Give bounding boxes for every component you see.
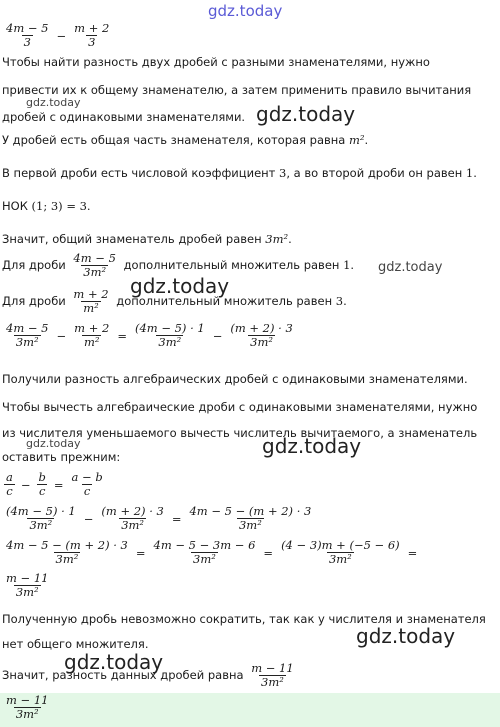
text-line: из числителя уменьшаемого вычесть числитель вычитаемого, а знаменатель: [2, 426, 478, 440]
header-expression: $\frac{4m - 5}{3}$ − $\frac{m + 2}{3}$: [6, 21, 110, 49]
text-line: У дробей есть общая часть знаменателя, которая равна m².: [2, 133, 369, 147]
text-line: Для дроби $\frac{4m - 5}{\text{3m²}}$ дополнительный множитель равен 1.: [2, 251, 355, 279]
watermark: gdz.today: [256, 102, 356, 126]
watermark: gdz.today: [26, 437, 81, 450]
text-line: Чтобы найти разность двух дробей с разными знаменателями, нужно: [2, 55, 430, 69]
text-line: Чтобы вычесть алгебраические дроби с одинаковыми знаменателями, нужно: [2, 400, 478, 414]
text-line: Для дроби $\frac{m + 2}{\text{m²}}$ дополнительный множитель равен 3.: [2, 287, 347, 315]
text-line: привести их к общему знаменателю, а затем применить правило вычитания: [2, 83, 472, 97]
watermark: gdz.today: [262, 434, 362, 458]
watermark: gdz.today: [64, 650, 164, 674]
text-line: В первой дроби есть числовой коэффициент 3, а во второй дроби он равен 1.: [2, 166, 477, 180]
watermark: gdz.today: [378, 260, 443, 275]
answer-box: [0, 693, 500, 727]
equation-step-2: $\frac{4m - 5 - (m + 2) \cdot 3}{\text{3m²}}$ = $\frac{4m - 5 - 3m - 6}{\text{3m²}}$ = $\frac{(4 - 3)m + (-5 - 6)}{\text{3m²}}$ =: [6, 538, 418, 566]
text-line: оставить прежним:: [2, 450, 121, 464]
text-line: НОК (1; 3) = 3.: [2, 199, 91, 213]
watermark: gdz.today: [130, 274, 230, 298]
subtraction-rule: $\frac{a}{c}$ − $\frac{b}{c}$ = $\frac{a - b}{c}$: [6, 470, 103, 498]
watermark: gdz.today: [26, 96, 81, 109]
equation-step-1: $\frac{(4m - 5) \cdot 1}{\text{3m²}}$ − $\frac{(m + 2) \cdot 3}{\text{3m²}}$ = $\frac{4m - 5 - (m + 2) \cdot 3}{\text{3m²}}$: [6, 504, 312, 532]
text-line: нет общего множителя.: [2, 637, 149, 651]
equation-common-denominator: $\frac{4m - 5}{\text{3m²}}$ − $\frac{m + 2}{\text{m²}}$ = $\frac{(4m - 5) \cdot 1}{\text{3m²}}$ − $\frac{(m + 2) \cdot 3}{\text{3m²}}$: [6, 321, 293, 349]
watermark: gdz.today: [356, 624, 456, 648]
equation-result: $\frac{m - 11}{\text{3m²}}$: [6, 571, 49, 599]
text-line: дробей с одинаковыми знаменателями.: [2, 110, 246, 124]
text-line: Значит, разность данных дробей равна $\frac{m - 11}{\text{3m²}}$: [2, 661, 294, 689]
text-line: Значит, общий знаменатель дробей равен 3m².: [2, 232, 292, 246]
watermark-top: gdz.today: [208, 2, 283, 20]
text-line: Полученную дробь невозможно сократить, так как у числителя и знаменателя: [2, 612, 486, 626]
final-answer: $\frac{m - 11}{\text{3m²}}$: [6, 693, 49, 721]
text-line: Получили разность алгебраических дробей с одинаковыми знаменателями.: [2, 372, 468, 386]
